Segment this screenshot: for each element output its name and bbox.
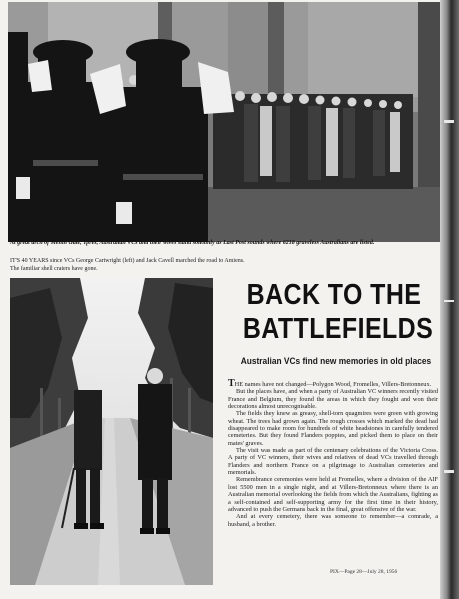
headline-line-1: BACK TO THE (246, 279, 422, 311)
menin-gate-photo (8, 2, 440, 242)
article-paragraph (228, 380, 438, 388)
amiens-road-illustration (10, 278, 213, 585)
article-headline (242, 278, 434, 346)
paragraph-text: HE names have not changed—Polygon Wood, Fromelles, Villers-Bretonneux. (234, 381, 432, 388)
page-folio: PIX—Page 28—July 28, 1956 (330, 569, 398, 575)
article-paragraph: But the places have, and when a party of Australian VC winners recently visited France and Belgium, they found the areas in which they fought and won their decorations almost unrecognisable. (228, 388, 438, 411)
article-body (228, 380, 438, 528)
photo-intro-text: IT'S 40 YEARS since VCs George Cartwright (left) and Jack Cavell marched the road to Amiens. The familiar shell craters have gone. (10, 258, 245, 272)
article-subheadline: Australian VCs find new memories in old places (240, 356, 432, 367)
menin-gate-photo-illustration (8, 2, 440, 242)
article-paragraph: The visit was made as part of the centenary celebrations of the Victoria Cross. A party of VC winners, their wives and relatives of dead VCs travelled through Flanders and northern France on a pilgrimage to Australian cemeteries and memorials. (228, 447, 438, 477)
scan-edge-strip (440, 0, 459, 599)
article-paragraph: The fields they knew as greasy, shell-torn quagmires were green with growing wheat. The trees had grown again. The rough crosses which marked the dead had disappeared to make room for hundreds of white headstones in carefully tendered cemeteries. But they found Flanders poppies, and picked them to place on their mates' graves. (228, 410, 438, 447)
amiens-road-photo (10, 278, 213, 585)
headline-line-2: BATTLEFIELDS (242, 313, 434, 345)
menin-gate-caption: At great arch of Menin Gate, Ypres, Australian VCs and their wives stand solemnly as Last Post sounds where 6218 graveless Australians are listed. (10, 240, 375, 246)
drop-cap: T (228, 378, 235, 389)
article-paragraph: And at every cemetery, there was someone to remember—a comrade, a husband, a brother. (228, 513, 438, 528)
article-paragraph: Remembrance ceremonies were held at Fromelles, where a division of the AIF lost 5500 men in a single night, and at Villers-Bretonneux where there is an Australian memorial overlooking the fields from which the Australians, fighting as a self-contained and self-supporting army for the first time in their history, advanced to push the Germans back in the final, great offensive of the war. (228, 476, 438, 513)
